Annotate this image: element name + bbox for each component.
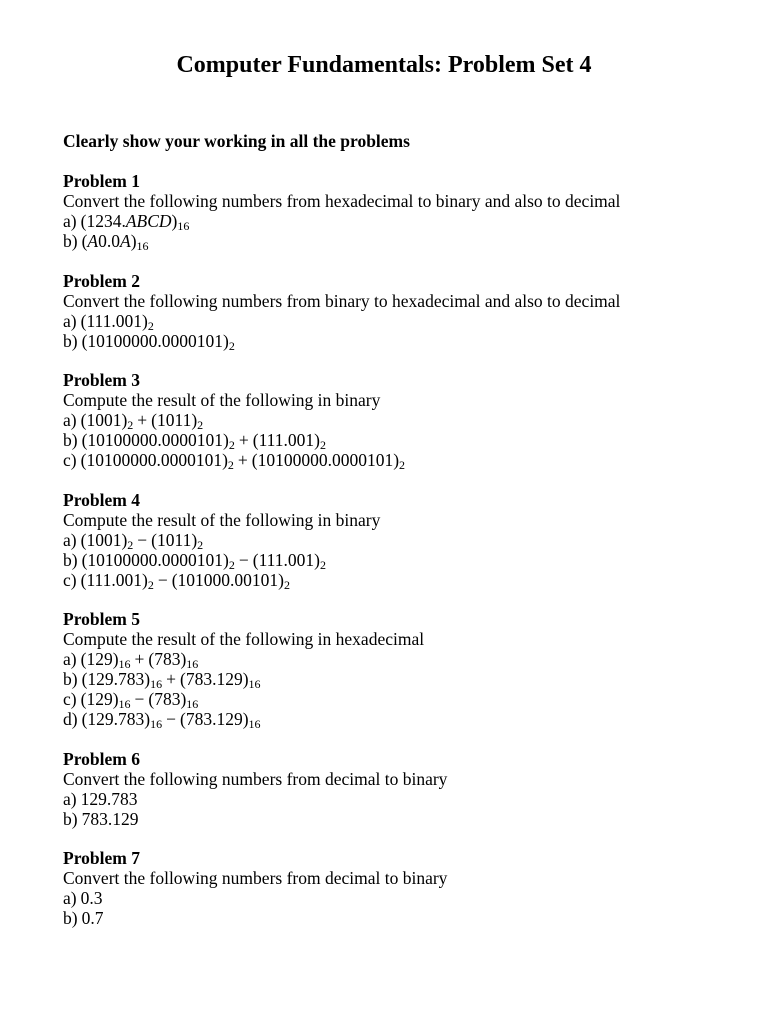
problem-heading: Problem 6 [63, 749, 140, 769]
problem-item [63, 789, 743, 809]
item-label: a) [63, 789, 77, 809]
item-label: a) [63, 888, 77, 908]
item-expression: 783.129 [81, 809, 139, 829]
item-expression: $(129)_{16} + (783)_{16}$ [80, 649, 199, 671]
problem-item [63, 709, 743, 729]
problem-item [63, 908, 743, 928]
item-label: a) [63, 211, 77, 231]
problem-item [63, 550, 743, 570]
item-label: b) [63, 908, 78, 928]
problem-item [63, 888, 743, 908]
operator: − [134, 689, 145, 709]
problem-heading: Problem 2 [63, 271, 140, 291]
problem-2 [63, 271, 743, 351]
item-expression: $(111.001)_2$ [80, 311, 154, 333]
problem-description: Compute the result of the following in binary [63, 390, 381, 410]
problem-item [63, 809, 743, 829]
problem-item [63, 211, 743, 231]
problem-4 [63, 490, 743, 590]
problem-item [63, 231, 743, 251]
item-label: c) [63, 450, 77, 470]
problem-heading: Problem 1 [63, 171, 140, 191]
item-label: a) [63, 530, 77, 550]
item-label: a) [63, 649, 77, 669]
problem-description: Convert the following numbers from decimal to binary [63, 868, 448, 888]
problem-1 [63, 171, 743, 251]
item-expression: $(111.001)_2 - (101000.00101)_2$ [80, 570, 290, 592]
item-expression: 0.7 [81, 908, 104, 928]
operator: + [238, 430, 249, 450]
instructions: Clearly show your working in all the problems [63, 131, 410, 151]
problem-item [63, 410, 743, 430]
operator: − [137, 530, 148, 550]
item-expression: $(1001)_2 - (1011)_2$ [80, 530, 204, 552]
item-label: c) [63, 570, 77, 590]
operator: − [238, 550, 249, 570]
problem-item [63, 530, 743, 550]
item-expression: $(1234.ABCD)_{16}$ [80, 211, 190, 233]
item-expression: $(10100000.0000101)_2 + (111.001)_2$ [81, 430, 326, 452]
item-label: b) [63, 669, 78, 689]
item-label: c) [63, 689, 77, 709]
problem-6 [63, 749, 743, 829]
item-expression: $(129.783)_{16} - (783.129)_{16}$ [81, 709, 261, 731]
item-expression: $(A0.0A)_{16}$ [81, 231, 149, 253]
problem-description: Compute the result of the following in binary [63, 510, 381, 530]
problem-7 [63, 848, 743, 928]
problem-description: Compute the result of the following in hexadecimal [63, 629, 425, 649]
problem-3 [63, 370, 743, 470]
item-expression: $(10100000.0000101)_2 + (10100000.0000101)_2$ [80, 450, 406, 472]
operator: − [157, 570, 168, 590]
operator: + [166, 669, 176, 689]
item-label: b) [63, 809, 78, 829]
problem-item [63, 311, 743, 331]
problem-heading: Problem 5 [63, 609, 140, 629]
operator: + [137, 410, 148, 430]
item-label: b) [63, 430, 78, 450]
operator: + [237, 450, 248, 470]
item-label: b) [63, 550, 78, 570]
problem-description: Convert the following numbers from decimal to binary [63, 769, 448, 789]
problem-heading: Problem 3 [63, 370, 140, 390]
item-label: b) [63, 231, 78, 251]
problem-item [63, 331, 743, 351]
problem-heading: Problem 4 [63, 490, 140, 510]
item-label: b) [63, 331, 78, 351]
problem-description: Convert the following numbers from hexadecimal to binary and also to decimal [63, 191, 621, 211]
problem-description: Convert the following numbers from binary to hexadecimal and also to decimal [63, 291, 621, 311]
problem-item [63, 649, 743, 669]
problem-item [63, 450, 743, 470]
problem-heading: Problem 7 [63, 848, 140, 868]
item-label: a) [63, 410, 77, 430]
problem-item [63, 689, 743, 709]
item-expression: $(1001)_2 + (1011)_2$ [80, 410, 204, 432]
problem-5 [63, 609, 743, 729]
item-expression: 0.3 [80, 888, 103, 908]
operator: + [134, 649, 145, 669]
page-title: Computer Fundamentals: Problem Set 4 [176, 52, 592, 78]
item-expression: 129.783 [80, 789, 138, 809]
item-expression: $(10100000.0000101)_2 - (111.001)_2$ [81, 550, 326, 572]
item-expression: $(129.783)_{16} + (783.129)_{16}$ [81, 669, 261, 691]
problem-item [63, 669, 743, 689]
operator: − [166, 709, 176, 729]
item-label: a) [63, 311, 77, 331]
problem-item [63, 430, 743, 450]
problem-item [63, 570, 743, 590]
item-label: d) [63, 709, 78, 729]
item-expression: $(10100000.0000101)_2$ [81, 331, 235, 353]
item-expression: $(129)_{16} - (783)_{16}$ [80, 689, 199, 711]
